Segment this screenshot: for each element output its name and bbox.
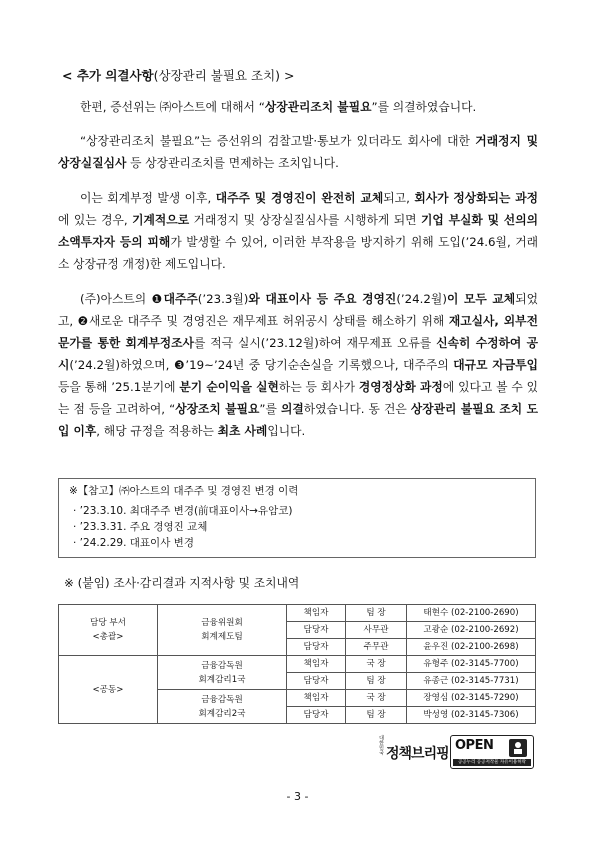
paragraph-4: (주)아스트의 ❶대주주(’23.3월)와 대표이사 등 주요 경영진(’24.2월)이 모두 교체되었고, ❷새로운 대주주 및 경영진은 재무제표 허위공시 상태를 해소하기 위해 재고실사, 외부전문가를 통한 회계부정조사를 적극 실시(’23.12월)하여 재무제표 오류를 신속히 수정하여 공시(’24.2월)하였으며, ❸’19~’24년 중 당기순손실을 기록했으나, 대주주의 대규모 자금투입 등을 통해 ’25.1분기에 분기 순이익을 실현하는 등 회사가 경영정상화 과정에 있다고 볼 수 있는 점 등을 고려하여, “상장조치 불필요”를 의결하였습니다. 동 건은 상장관리 불필요 조치 도입 이후, 해당 규정을 적용하는 최초 사례입니다. — [58, 292, 539, 438]
attachment-note: ※ (붙임) 조사·감리결과 지적사항 및 조치내역 — [64, 576, 300, 590]
note-item: · ’23.3.31. 주요 경영진 교체 — [73, 521, 208, 533]
footer-logos — [376, 733, 536, 773]
heading-sub: (상장관리 불필요 조치) > — [153, 68, 295, 83]
note-item: · ’23.3.10. 최대주주 변경(前대표이사→유암코) — [73, 505, 293, 517]
person-cell: 박성영 (02-3145-7306) — [407, 707, 536, 724]
reference-note-box — [58, 478, 536, 558]
person-cell: 태현수 (02-2100-2690) — [407, 605, 536, 622]
note-item: · ’24.2.29. 대표이사 변경 — [73, 537, 194, 549]
page-number: - 3 - — [286, 790, 309, 803]
role-cell: 담당자 — [287, 707, 346, 724]
dept-cell: 담당 부서 <총괄> — [59, 605, 158, 656]
org-cell: 금융감독원 회계감리1국 — [158, 656, 287, 690]
role-cell: 담당자 — [287, 639, 346, 656]
license-mark-icon — [509, 739, 527, 757]
paragraph-3: 이는 회계부정 발생 이후, 대주주 및 경영진이 완전히 교체되고, 회사가 정상화되는 과정에 있는 경우, 기계적으로 거래정지 및 상장실질심사를 시행하게 되면 기업 부실화 및 선의의 소액투자자 등의 피해가 발생할 수 있어, 이러한 부작용을 방지하기 위해 도입(’24.6월, 거래소 상장규정 개정)한 제도입니다. — [58, 191, 539, 271]
policy-briefing-logo-small: 대한민국 — [378, 735, 384, 755]
person-cell: 장영심 (02-3145-7290) — [407, 690, 536, 707]
position-cell: 사무관 — [346, 622, 407, 639]
paragraph-1: 한편, 증선위는 ㈜아스트에 대해서 “상장관리조치 불필요”를 의결하였습니다. — [80, 100, 477, 114]
role-cell: 책임자 — [287, 690, 346, 707]
heading-main: < 추가 의결사항 — [62, 68, 154, 83]
position-cell: 팀 장 — [346, 707, 407, 724]
open-logo-text: OPEN — [455, 738, 494, 753]
position-cell: 국 장 — [346, 656, 407, 673]
role-cell: 책임자 — [287, 656, 346, 673]
role-cell: 담당자 — [287, 673, 346, 690]
position-cell: 팀 장 — [346, 673, 407, 690]
person-cell: 유형주 (02-3145-7700) — [407, 656, 536, 673]
person-cell: 고광순 (02-2100-2692) — [407, 622, 536, 639]
person-cell: 윤우진 (02-2100-2698) — [407, 639, 536, 656]
org-cell: 금융위원회 회계제도팀 — [158, 605, 287, 656]
open-logo-subtext: 공공누리 공공저작물 자유이용허락 — [453, 759, 531, 766]
person-cell: 유종근 (02-3145-7731) — [407, 673, 536, 690]
note-title: ※【참고】㈜아스트의 대주주 및 경영진 변경 이력 — [69, 485, 299, 497]
role-cell: 책임자 — [287, 605, 346, 622]
contact-table — [58, 604, 536, 724]
policy-briefing-logo: 정책브리핑 — [386, 746, 449, 762]
paragraph-2: “상장관리조치 불필요”는 증선위의 검찰고발·통보가 있더라도 회사에 대한 거래정지 및 상장실질심사 등 상장관리조치를 면제하는 조치입니다. — [58, 134, 538, 170]
position-cell: 팀 장 — [346, 605, 407, 622]
table-row — [59, 656, 536, 673]
org-cell: 금융감독원 회계감리2국 — [158, 690, 287, 724]
open-license-logo — [450, 735, 534, 769]
table-row — [59, 605, 536, 622]
dept-cell: <공동> — [59, 656, 158, 724]
position-cell: 국 장 — [346, 690, 407, 707]
role-cell: 담당자 — [287, 622, 346, 639]
section-heading — [62, 66, 294, 84]
position-cell: 주무관 — [346, 639, 407, 656]
